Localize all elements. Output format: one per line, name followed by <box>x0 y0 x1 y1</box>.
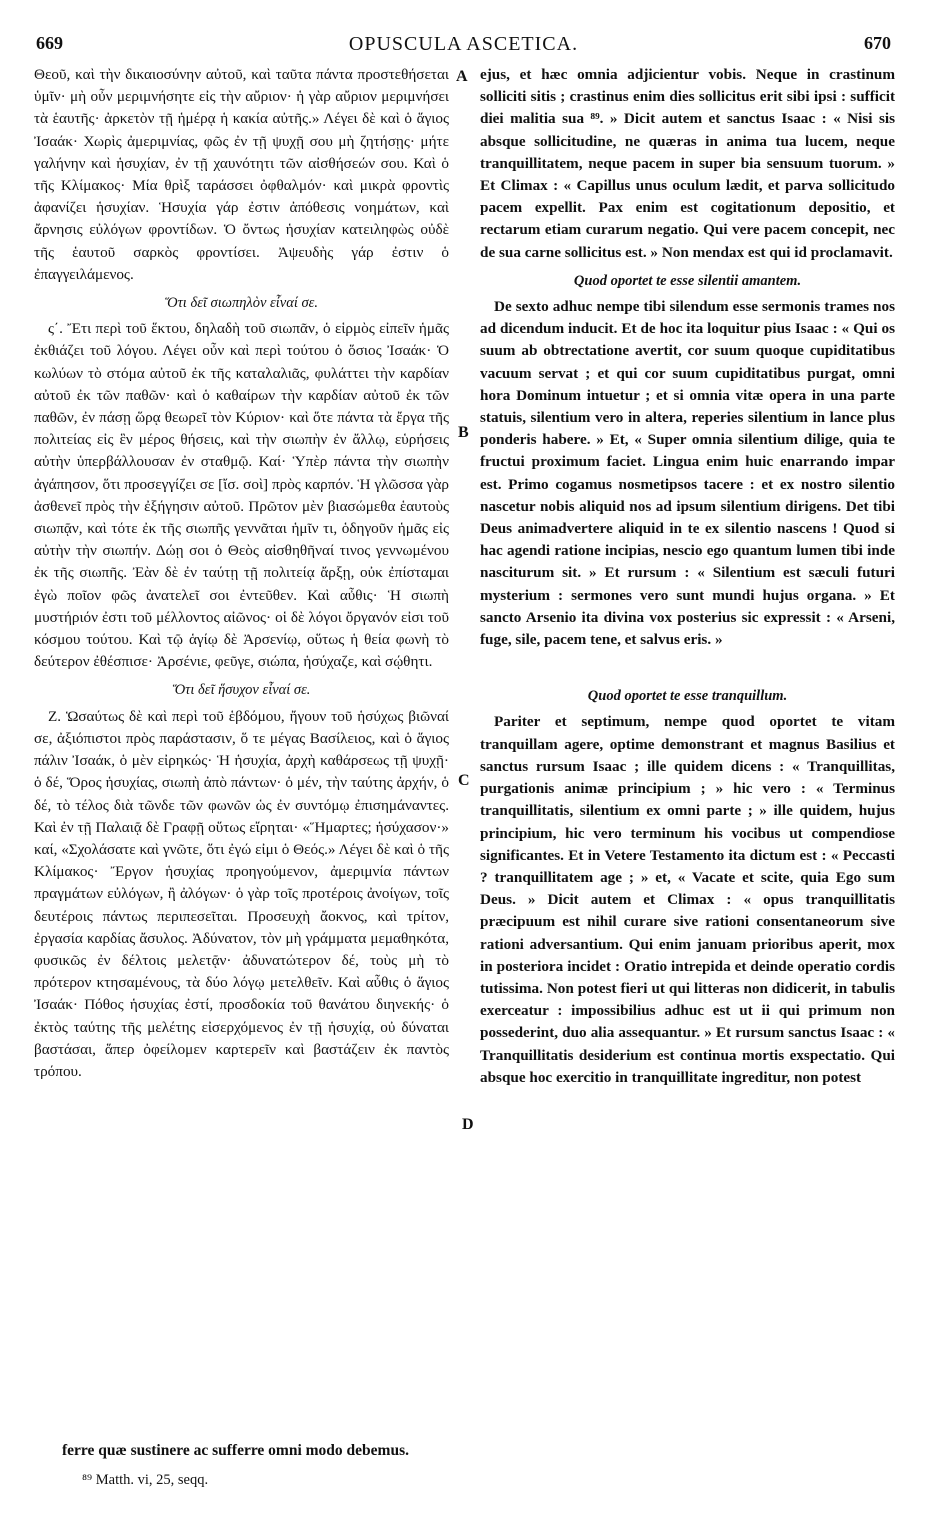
greek-paragraph-1: Θεοῦ, καὶ τὴν δικαιοσύνην αὐτοῦ, καὶ ταῦτα πάντα προστεθήσεται ὑμῖν· μὴ οὖν μεριμνήσητε εἰς τὴν αὔριον· ἡ γὰρ αὔριον μεριμνήσει τὰ ἑαυτῆς· ἀρκετὸν τῇ ἡμέρᾳ ἡ κακία αὐτῆς.» Λέγει δὲ καὶ ὁ ἅγιος Ἰσαάκ· Χωρὶς ἀμεριμνίας, φῶς ἐν τῇ ψυχῇ σου μὴ ζητήσῃς· μήτε γαλήνην καὶ ἡσυχίαν, ἐν τῇ χαυνότητι τῶν αἰσθήσεών σου. Καὶ ὁ τῆς Κλίμακος· Μία θρὶξ ταράσσει ὀφθαλμόν· καὶ μικρὰ φροντὶς ἀφανίζει ἡσυχίαν. Ἡσυχία γάρ ἐστιν ἀπόθεσις νοημάτων, καὶ ἄρνησις εὐλόγων φροντίδων. Ὁ ὄντως ἡσυχίαν κατειληφὼς οὐδὲ τῆς ἑαυτοῦ σαρκὸς φροντίσει. Ἀψευδὴς γάρ ἐστιν ὁ ἐπαγγειλάμενος. <box>34 66 449 283</box>
margin-letter-b: B <box>458 424 469 441</box>
latin-paragraph-2: De sexto adhuc nempe tibi silendum esse sermonis trames nos ad dicendum inducit. Et de hoc ita loquitur pius Isaac : « Qui os suum ab obtrectatione avertit, cor suum quoque cupiditatibus vacuum servat ; et qui cor suum cupiditatibus purgat, omni hora Dominum intuetur ; et si omnia vitæ opera in una parte statuis, silentium vero in altera, reperies silentium in lance plus ponderis habere. » Et, « Super omnia silentium dilige, quia te fructui proximum faciet. Lingua enim huic enarrando impar est. Primo cogamus nosmetipsos tacere : et ex nostro silentio nascetur nobis aliquid nos ad ipsum silentium dirigens. Det tibi Deus animadvertere aliquid in te ex silentio nascens ! Quod si hac agendi ratione incipias, nescio ego quantum lumen tibi inde nasciturum sit. » Et rursum : « Silentium est sæculi futuri mysterium : sermones vero sunt mundi hujus organa. » Et sancto Arsenio ita divina vox posterius sic expressit : « Arseni, fuge, sile, pacem tene, et salvus eris. » <box>480 298 895 649</box>
greek-paragraph-2: ς΄. Ἔτι περὶ τοῦ ἕκτου, δηλαδὴ τοῦ σιωπᾶν, ὁ εἱρμὸς εἰπεῖν ἡμᾶς ἐκθιάζει τοῦ λόγου. Λέγει οὖν καὶ περὶ τούτου ὁ ὅσιος Ἰσαάκ· Ὁ κωλύων τὸ στόμα αὐτοῦ ἐκ τῆς καταλαλιᾶς, φυλάττει τὴν καρδίαν αὐτοῦ ἐκ τῶν παθῶν· καὶ ὁ καθαίρων τὴν καρδίαν αὐτοῦ ἐκ τῶν παθῶν, ἐν πάσῃ ὥρᾳ θεωρεῖ τὸν Κύριον· καὶ ὅτε πάντα τὰ ἔργα τῆς πολιτείας εἰς ἓν μέρος θήσεις, καὶ τὴν σιωπὴν ἐν ἄλλῳ, εὑρήσεις αὐτὴν ὑπερβάλλουσαν ἐν σταθμῷ. Καί· Ὑπὲρ πάντα τὴν σιωπὴν ἀγάπησον, ὅτι προσεγγίζει σε [ἴσ. σοὶ] πρὸς καρπόν. Ἡ γλῶσσα γὰρ ἀσθενεῖ πρὸς τὴν ἐξήγησιν αὐτοῦ. Πρῶτον μὲν βιασώμεθα ἑαυτοὺς σιωπᾷν, καὶ τότε ἐκ τῆς σιωπῆς γεννᾶται ἡμῖν τι, ὁδηγοῦν ἡμᾶς εἰς αὐτὴν τὴν σιωπήν. Δώῃ σοι ὁ Θεὸς αἰσθηθῆναί τινος γεννωμένου ἐκ τῆς σιωπῆς. Ἐὰν δὲ ἐν ταύτῃ τῇ πολιτείᾳ ἄρξῃ, οὐκ ἐπίσταμαι ἐγὼ ποῖον φῶς ἀνατελεῖ σοι ἐντεῦθεν. Καὶ αὖθις· Ἡ σιωπὴ μυστήριόν ἐστι τοῦ μέλλοντος αἰῶνος· οἱ δὲ λόγοι ὄργανόν εἰσι τοῦ κόσμου τούτου. Καὶ τῷ ἁγίῳ δὲ Ἀρσενίῳ, οὕτως ἡ θεία φωνὴ τὸ δεύτερον ἐθέσπισε· Ἀρσένιε, φεῦγε, σιώπα, ἡσύχαζε, καὶ σῴθητι. <box>34 320 449 671</box>
latin-heading-tranquility: Quod oportet te esse tranquillum. <box>587 688 788 705</box>
greek-paragraph-3: Ζ. Ὡσαύτως δὲ καὶ περὶ τοῦ ἑβδόμου, ἤγουν τοῦ ἡσύχως βιῶναί σε, ἀξιόπιστοι πρὸς παράστασιν, ὅ τε μέγας Βασίλειος, καὶ ὁ ἅγιος πάλιν Ἰσαάκ, ὁ μὲν εἰρηκώς· Ἡ ἡσυχία, ἀρχὴ καθάρσεως τῇ ψυχῇ· ὁ δέ, Ὅρος ἡσυχίας, σιωπὴ ἀπὸ πάντων· ὁ μέν, τὴν ταύτης ἀρχήν, ὁ δέ, τὸ τέλος διὰ τῶνδε τῶν φωνῶν ὡς ἐν συντόμῳ ἐπισημάναντες. Καὶ ἐν τῇ Παλαιᾷ δὲ Γραφῇ οὕτως εἴρηται· «Ἥμαρτες; ἡσύχασον·» καί, «Σχολάσατε καὶ γνῶτε, ὅτι ἐγώ εἰμι ὁ Θεός.» Λέγει δὲ καὶ ὁ τῆς Κλίμακος· Ἔργον ἡσυχίας προηγούμενον, ἀμεριμνία πάντων πραγμάτων εὐλόγων, ἢ ἀλόγων· ὁ γὰρ τοῖς προτέροις ἀνοίγων, τοῖς δευτέροις πάντως περιπεσεῖται. Προσευχὴ ἄοκνος, καὶ τρίτον, ἐργασία καρδίας ἄσυλος. Ἀδύνατον, τὸν μὴ γράμματα μεμαθηκότα, φυσικῶς ἐν δέλτοις μελετᾷν· ἀδυνατώτερον δέ, τοὺς μὴ τὸ πρότερον κτησαμένους, τὰ δύο λόγῳ μετελθεῖν. Καὶ αὖθις ὁ ἅγιος Ἰσαάκ· Πόθος ἡσυχίας ἐστί, προσδοκία τοῦ θανάτου διηνεκής· ὁ ἐκτὸς ταύτης τῆς μελέτης εἰσερχόμενος ἐν τῇ ἡσυχίᾳ, οὐ δύναται βαστάσαι, ἅπερ ὀφείλομεν καρτερεῖν καὶ βαστάζειν ἐκ παντὸς τρόπου. <box>34 707 449 1080</box>
greek-heading-silence: Ὅτι δεῖ σιωπηλὸν εἶναί σε. <box>165 295 318 312</box>
page-header <box>32 33 895 57</box>
footnote: ⁸⁹ Matth. vi, 25, seqq. <box>82 1472 209 1488</box>
continuation-line: ferre quæ sustinere ac sufferre omni modo debemus. <box>62 1442 409 1459</box>
left-page-number: 669 <box>36 33 63 53</box>
latin-column <box>480 64 895 1089</box>
margin-letter-d: D <box>462 1116 474 1133</box>
margin-letter-a: A <box>456 68 468 85</box>
running-title: OPUSCULA ASCETICA. <box>348 33 579 55</box>
latin-paragraph-1: ejus, et hæc omnia adjicientur vobis. Neque in crastinum solliciti sitis ; crastinus enim dies sollicitus erit sibi ipsi : sufficit diei malitia sua ⁸⁹. » Dicit autem et sanctus Isaac : « Nisi sis absque sollicitudine, ne quæras in anima tua lucem, neque tranquillitatem, neque pacem in super bia sensuum tuorum. » Et Climax : « Capillus unus oculum lædit, et parva sollicitudo pacem expellit. Pax enim est cogitationum depositio, et rectarum etiam curarum negatio. Qui vere pacem concepit, nec de sua carne sollicitus est. » Non mendax est qui id proclamavit. <box>480 66 895 261</box>
latin-paragraph-3: Pariter et septimum, nempe quod oportet te vitam tranquillam agere, optime demonstrant et magnus Basilius et sanctus rursum Isaac ; ille quidem dicens : « Tranquillitas, purgationis animæ principium ; » hic vero : « Terminus tranquillitatis, silentium ex omni parte ; » ille quidem, hujus principium, hic vero terminum his vocibus ut compendiose significantes. Et in Vetere Testamento ita dictum est : « Peccasti ? tranquillitatem age ; » et, « Vacate et scite, quia Ego sum Deus. » Dicit autem et Climax : « opus tranquillitatis præcipuum est nihil curare sive rationi consentaneorum sive rationi adversantium. Qui enim januam prioribus aperit, mox in posteriora incidet : Oratio intrepida et deinde operatio cordis tutissima. Non potest fieri ut qui litteras non didicerit, in tabulis exerceatur : impossibilius adhuc est ut ii qui primum non possederint, duo alia assequantur. » Et rursum sanctus Isaac : « Tranquillitatis desiderium est continua mortis exspectatio. Qui absque hoc exercitio in tranquillitate ingreditur, non potest <box>480 713 895 1086</box>
greek-heading-tranquility: Ὅτι δεῖ ἥσυχον εἶναί σε. <box>172 682 311 699</box>
margin-letter-c: C <box>458 772 470 789</box>
latin-spacer <box>480 651 895 679</box>
greek-column <box>34 64 449 1083</box>
latin-heading-silence: Quod oportet te esse silentii amantem. <box>573 272 802 289</box>
right-page-number: 670 <box>864 33 891 53</box>
